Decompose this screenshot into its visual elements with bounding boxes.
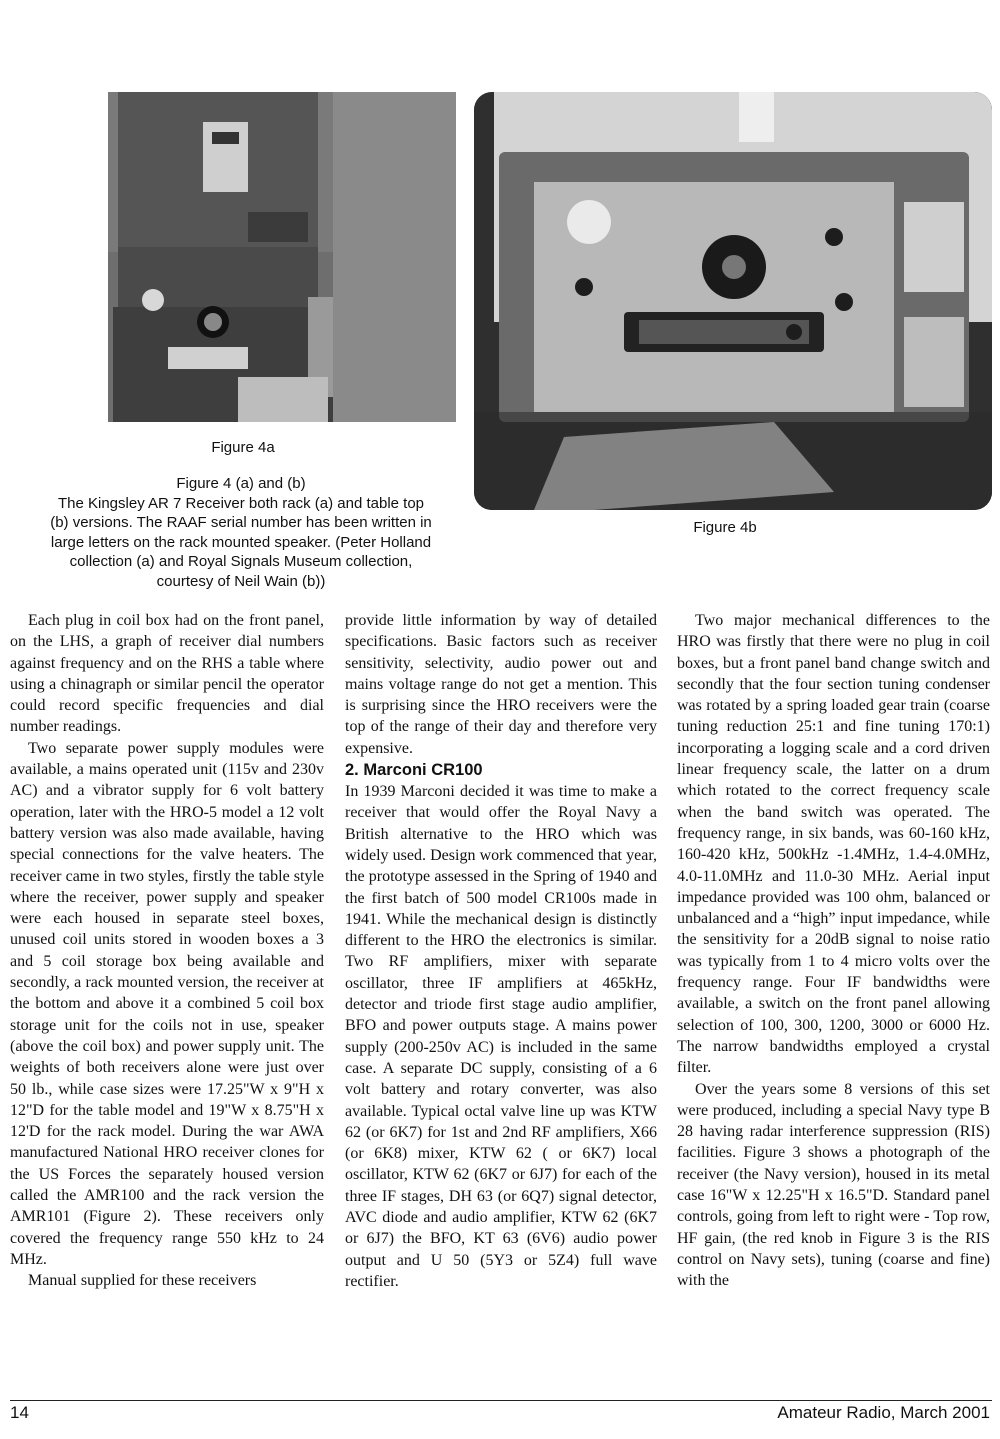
figure-4-caption: [10, 474, 472, 591]
figure-4b-photo: [474, 92, 992, 510]
footer-rule: [10, 1400, 992, 1401]
article-paragraph: Two separate power supply modules were available, a mains operated unit (115v and 230v AC) and a vibrator supply for 6 volt battery operation, later with the HRO-5 model a 12 volt battery version was also made available, having special connections for the valve heaters. The receiver came in two styles, firstly the table style where the receiver, power supply and speaker were each housed in separate steel boxes, unused coil units stored in wooden boxes a 3 and 5 coil storage box being available and secondly, a rack mounted version, the receiver at the bottom and above it a combined 5 coil box storage unit for the coils not in use, speaker (above the coil box) and power supply unit. The weights of both receivers alone were just over 50 lb., while case sizes were 17.25"W x 9"H x 12"D for the table model and 19"W x 8.75"H x 12'D for the rack model. During the war AWA manufactured National HRO receiver clones for the US Forces the separately housed version called the AMR100 and the rack version the AMR101 (Figure 2). These receivers only covered the frequency range 550 kHz to 24 MHz.: [10, 739, 324, 1268]
figure-4-caption-title: Figure 4 (a) and (b): [176, 475, 306, 492]
article-paragraph: Each plug in coil box had on the front panel, on the LHS, a graph of receiver dial numbers against frequency and on the RHS a table where using a chinagraph or similar pencil the operator could record specific frequencies and dial number readings.: [10, 612, 324, 736]
figure-4-caption-line: large letters on the rack mounted speaker. (Peter Holland: [50, 533, 432, 551]
figure-4b-image: [474, 92, 992, 510]
article-column-2: [345, 610, 657, 1292]
page-number: 14: [10, 1403, 29, 1422]
figure-4-caption-line: courtesy of Neil Wain (b)): [156, 572, 326, 590]
figure-4-caption-line: The Kingsley AR 7 Receiver both rack (a) and table top: [57, 494, 425, 512]
publication-title: Amateur Radio, March 2001: [777, 1403, 990, 1422]
article-paragraph: Two major mechanical differences to the HRO was firstly that there were no plug in coil boxes, but a front panel band change switch and secondly that the four section tuning condenser was rotated by a spring loaded gear train (coarse tuning reduction 25:1 and fine tuning 170:1) incorporating a logging scale and a cord driven linear frequency scale, the latter on a drum which rotated to the correct frequency scale when the band switch was operated. The frequency range, in six bands, was 60-160 kHz, 160-420 kHz, 500kHz -1.4MHz, 1.4-4.0MHz, 4.0-11.0MHz and 11.0-30 MHz. Aerial input impedance provided was 100 ohm, balanced or unbalanced and a “high” input impedance, while the sensitivity for a 20dB signal to noise ratio was typically from 1 to 4 micro volts over the frequency range. Four IF bandwidths were available, a switch on the front panel allowing selection of 100, 300, 1200, 3000 or 6000 Hz. The narrow bandwidths employed a crystal filter.: [677, 612, 990, 1077]
figure-4a-photo: [108, 92, 456, 422]
figure-4-caption-line: collection (a) and Royal Signals Museum collection,: [69, 553, 413, 570]
figure-4a-image: [108, 92, 456, 422]
article-paragraph: In 1939 Marconi decided it was time to make a receiver that would offer the Royal Navy a British alternative to the HRO which was widely used. Design work commenced that year, the prototype assessed in the Spring of 1940 and the first batch of 500 model CR100s made in 1941. While the mechanical design is distinctly different to the HRO the electronics is similar. Two RF amplifiers, mixer with separate oscillator, three IF amplifiers at 465kHz, detector and triode first stage audio amplifier, BFO and power outputs stage. A mains power supply (200-250v AC) is included in the same case. A separate DC supply, consisting of a 6 volt battery and rotary converter, was also available. Typical octal valve line up was KTW 62 (or 6K7) for 1st and 2nd RF amplifiers, X66 (or 6K8) mixer, KTW 62 ( or 6K7) local oscillator, KTW 62 (6K7 or 6J7) for each of the three IF stages, DH 63 (or 6Q7) signal detector, AVC diode and audio amplifier, KTW 62 (6K7 or 6J7) the BFO, KT 63 (6V6) audio power output and U 50 (5Y3 or 5Z4) full wave rectifier.: [345, 783, 657, 1290]
section-heading: 2. Marconi CR100: [345, 761, 483, 780]
article-column-3: [677, 610, 990, 1292]
figure-4b-label: Figure 4b: [693, 519, 757, 536]
article-paragraph: provide little information by way of detailed specifications. Basic factors such as receiver sensitivity, selectivity, audio power out and mains voltage range do not get a mention. This is surprising since the HRO receivers were the top of the range of their day and therefore very expensive.: [345, 612, 657, 757]
figure-4a-label: Figure 4a: [211, 439, 275, 456]
article-paragraph: Over the years some 8 versions of this set were produced, including a special Navy type B 28 having radar interference suppression (RIS) facilities. Figure 3 shows a photograph of the receiver (the Navy version), housed in its metal case 16"W x 12.25"H x 16.5"D. Standard panel controls, going from left to right were - Top row, HF gain, (the red knob in Figure 3 is the RIS control on Navy sets), tuning (coarse and fine) with the: [677, 1080, 990, 1290]
article-column-1: [10, 610, 324, 1292]
article-paragraph: Manual supplied for these receivers: [28, 1272, 257, 1290]
figure-4-caption-line: (b) versions. The RAAF serial number has been written in: [50, 514, 432, 531]
